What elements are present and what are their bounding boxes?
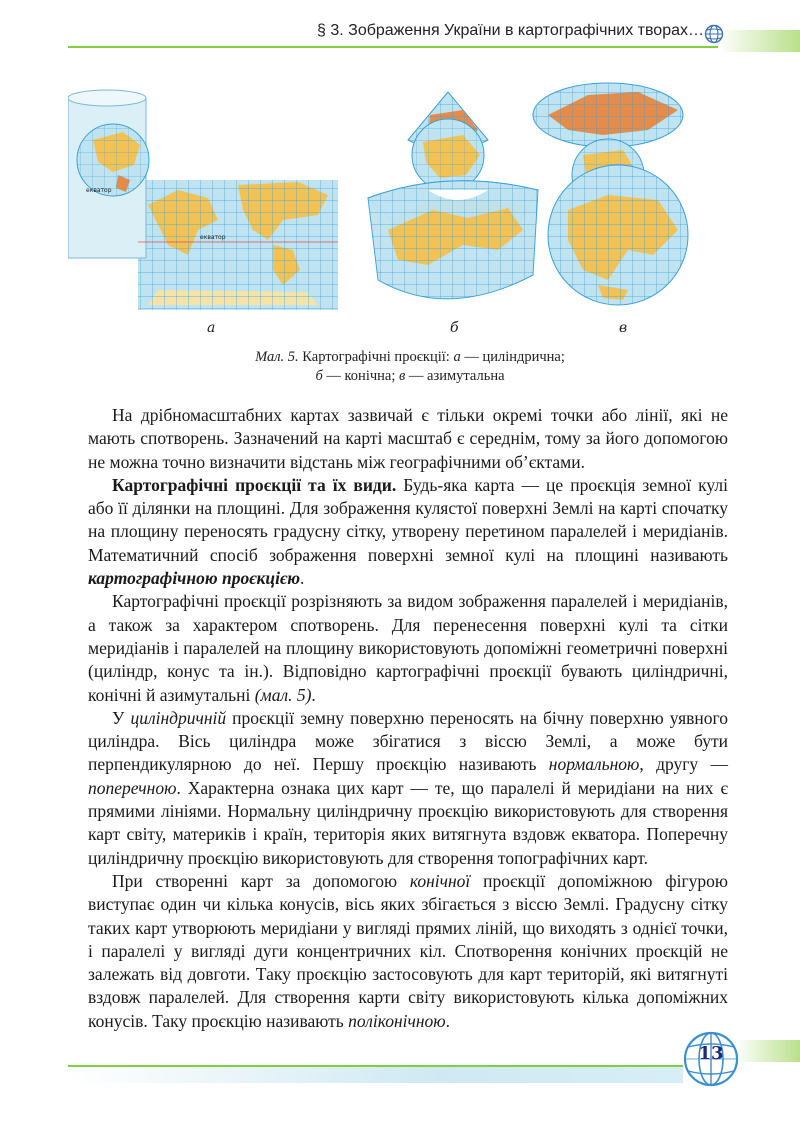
caption-a-text: — циліндрична; (460, 349, 565, 365)
paragraph-3-end: . (311, 684, 316, 705)
paragraph-5 (88, 870, 728, 1033)
term-cartographic-projection: картографічною проєкцією (88, 568, 300, 589)
paragraph-1: На дрібномасштабних картах зазвичай є тільки окремі точки або лінії, які не мають спотворень. Зазначений на карті масштаб є середнім, тому за його допомогою не можна точно визначити відстань між географічними об’єктами. (88, 405, 728, 472)
caption-c-text: — азимутальна (405, 368, 505, 384)
footer-accent (735, 1040, 800, 1062)
term-normal: нормальною (548, 754, 640, 775)
caption-a-letter: а (453, 349, 461, 365)
paragraph-4-c: . Характерна ознака цих карт — те, що паралелі й меридіани на них є прямими лініями. Нормальну циліндричну проєкцію використовують для створення карт світу, материків і країн, територія яких витягнута вздовж екватора. Поперечну циліндричну проєкцію використовують для створення топографічних карт. (88, 777, 728, 868)
paragraph-5-a: проєкції допоміжною фігурою виступає один чи кілька конусів, вісь яких збігається з віссю Землі. Градусну сітку таких карт утворюють меридіани у вигляді прямих ліній, що виходять з однієї точки, і паралелі у вигляді дуги концентричних кіл. Спотворення конічних проєкцій не залежать від довготи. Таку проєкцію застосовують для карт територій, які витягнуті вздовж паралелей. Для створення карти світу використовують кілька допоміжних конусів. Таку проєкцію називають (88, 870, 728, 1031)
caption-c-letter: в (399, 368, 406, 384)
term-cylindrical: циліндричній (130, 707, 227, 728)
paragraph-3-text: Картографічні проєкції розрізняють за видом зображення паралелей і меридіанів, а також за характером спотворень. Для перенесення поверхні кулі та сітки меридіанів і паралелей на площину використовують допоміжні геометричні поверхні (циліндр, конус та ін.). Відповідно картографічні проєкції бувають циліндричні, конічні й азимутальні (88, 591, 728, 705)
figure-letter-c: в (619, 320, 628, 336)
paragraph-4 (88, 707, 728, 870)
globe-icon (704, 24, 724, 44)
caption-b-text: — конічна; (322, 368, 399, 384)
caption-line1: Картографічні проєкції: (298, 349, 454, 365)
figure-letter-b: б (450, 320, 459, 336)
equator-label-b: екватор (200, 234, 226, 241)
paragraph-2 (88, 474, 728, 590)
azimuthal-projection (533, 83, 688, 305)
section-heading: Картографічні проєкції та їх види. (112, 474, 397, 495)
figure-letter-a: а (207, 320, 216, 336)
paragraph-4-b: , другу — (639, 754, 729, 775)
body-text (88, 404, 728, 1033)
cylindrical-projection (68, 90, 338, 310)
header-accent (718, 30, 800, 52)
paragraph-3 (88, 590, 728, 706)
equator-label-a: екватор (86, 187, 112, 194)
term-conical: конічної (409, 870, 471, 891)
paragraph-5-start: При створенні карт за допомогою (112, 870, 410, 891)
paragraph-2-end: . (299, 568, 305, 589)
caption-lead: Мал. 5. (255, 349, 299, 365)
figure-caption (130, 348, 690, 386)
page-number: 13 (698, 1043, 724, 1064)
conical-projection (368, 92, 538, 299)
header-rule (68, 46, 718, 48)
footer-band (68, 1067, 683, 1083)
caption-b-letter: б (315, 368, 323, 384)
page-header (0, 0, 800, 60)
paragraph-2-text: Будь-яка карта — це проєкція земної кулі або її ділянки на площині. Для зображення кулястої поверхні Землі на карті спочатку на площину переносять градусну сітку, утворену перетином паралелей і меридіанів. Математичний спосіб зображення поверхні земної кулі на площині називають (88, 474, 728, 565)
term-transverse: поперечною (88, 777, 177, 798)
paragraph-4-start: У (112, 707, 131, 728)
figure-reference: (мал. 5) (254, 684, 312, 705)
paragraph-5-end: . (445, 1010, 451, 1031)
section-title: § 3. Зображення України в картографічних творах… (317, 22, 704, 39)
term-polyconical: поліконічною (348, 1010, 446, 1031)
projections-figure (68, 80, 738, 315)
paragraph-4-a: проєкції земну поверхню переносять на бічну поверхню уявного циліндра. Вісь циліндра може збігатися з віссю Землі, а може бути перпендикулярною до неї. Першу проєкцію називають (88, 707, 729, 775)
